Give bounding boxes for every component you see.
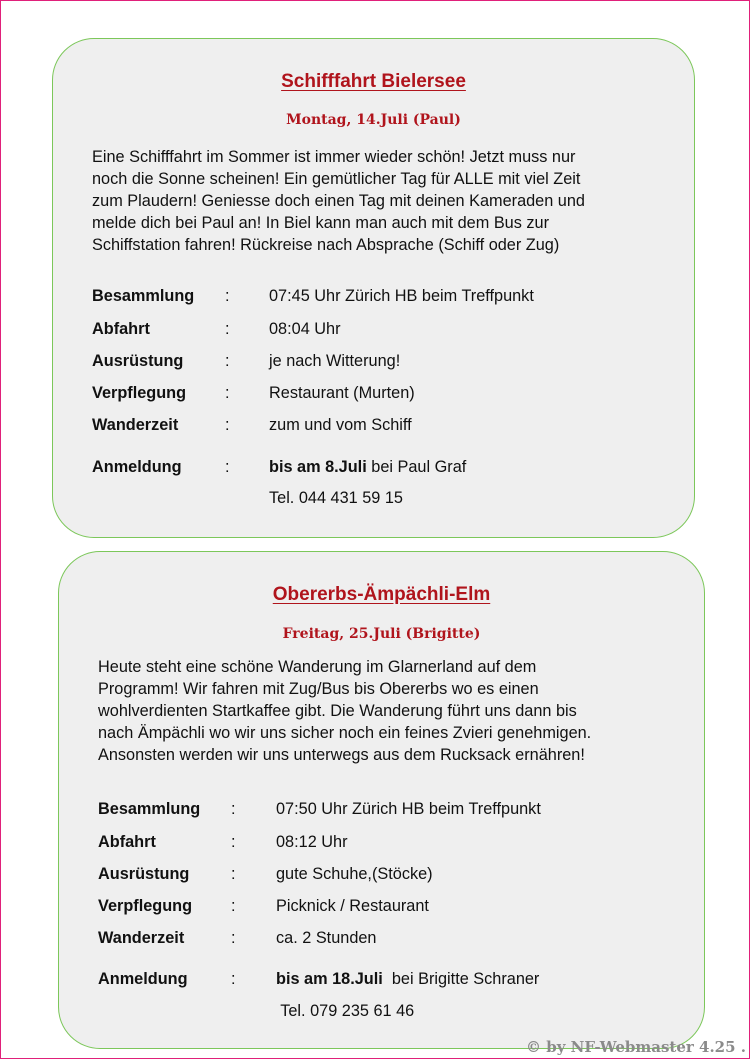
detail-separator: :	[225, 352, 230, 370]
detail-label: Ausrüstung	[92, 352, 184, 370]
detail-separator: :	[225, 416, 230, 434]
detail-separator: :	[225, 320, 230, 338]
detail-row	[53, 287, 694, 307]
detail-label: Verpflegung	[98, 897, 193, 915]
description-line: melde dich bei Paul an! In Biel kann man auch mit dem Bus zur	[92, 214, 550, 232]
detail-row	[59, 929, 704, 949]
detail-value: ca. 2 Stunden	[276, 929, 377, 947]
description-line: Schiffstation fahren! Rückreise nach Absprache (Schiff oder Zug)	[92, 236, 560, 254]
description-line: Programm! Wir fahren mit Zug/Bus bis Obererbs wo es einen	[98, 680, 539, 698]
detail-value: 08:04 Uhr	[269, 320, 341, 338]
registration-label: Anmeldung	[98, 970, 188, 988]
detail-label: Besammlung	[92, 287, 195, 305]
event-details	[53, 39, 694, 537]
detail-row	[59, 800, 704, 820]
event-card-1	[52, 38, 695, 538]
registration-value	[276, 970, 539, 989]
description-line: wohlverdienten Startkaffee gibt. Die Wanderung führt uns dann bis	[98, 702, 577, 720]
event-card-2	[58, 551, 705, 1049]
registration-label: Anmeldung	[92, 458, 182, 476]
detail-value: je nach Witterung!	[269, 352, 401, 370]
description-line: Ansonsten werden wir uns unterwegs aus dem Rucksack ernähren!	[98, 746, 585, 764]
detail-label: Abfahrt	[98, 833, 156, 851]
detail-value: Restaurant (Murten)	[269, 384, 415, 402]
event-title: Schifffahrt Bielersee	[281, 71, 466, 92]
registration-contact: bei Paul Graf	[366, 458, 467, 476]
detail-label: Ausrüstung	[98, 865, 190, 883]
registration-value	[269, 458, 466, 477]
detail-value: 08:12 Uhr	[276, 833, 348, 851]
detail-label: Besammlung	[98, 800, 201, 818]
registration-phone: Tel. 079 235 61 46	[276, 1002, 415, 1020]
registration-deadline: bis am 8.Juli	[269, 458, 367, 476]
detail-row	[59, 897, 704, 917]
event-details	[59, 552, 704, 1048]
description-line: noch die Sonne scheinen! Ein gemütlicher Tag für ALLE mit viel Zeit	[92, 170, 581, 188]
phone-row	[53, 489, 694, 509]
detail-label: Wanderzeit	[98, 929, 185, 947]
detail-label: Wanderzeit	[92, 416, 179, 434]
detail-value: gute Schuhe,(Stöcke)	[276, 865, 433, 883]
detail-row	[59, 833, 704, 853]
event-date: Freitag, 25.Juli (Brigitte)	[282, 626, 481, 642]
detail-separator: :	[225, 458, 230, 476]
detail-row	[59, 865, 704, 885]
detail-separator: :	[231, 970, 236, 988]
detail-value: 07:50 Uhr Zürich HB beim Treffpunkt	[276, 800, 541, 818]
detail-label: Verpflegung	[92, 384, 187, 402]
description-line: zum Plaudern! Geniesse doch einen Tag mit deinen Kameraden und	[92, 192, 585, 210]
detail-value: zum und vom Schiff	[269, 416, 412, 434]
registration-row	[59, 970, 704, 990]
event-title: Obererbs-Ämpächli-Elm	[272, 584, 491, 605]
detail-separator: :	[231, 897, 236, 915]
detail-row	[53, 352, 694, 372]
registration-phone: Tel. 044 431 59 15	[269, 489, 403, 507]
phone-row	[59, 1002, 704, 1022]
detail-label: Abfahrt	[92, 320, 150, 338]
detail-separator: :	[231, 833, 236, 851]
detail-row	[53, 416, 694, 436]
detail-separator: :	[231, 865, 236, 883]
detail-separator: :	[231, 800, 236, 818]
detail-separator: :	[225, 384, 230, 402]
registration-row	[53, 458, 694, 478]
detail-value: Picknick / Restaurant	[276, 897, 429, 915]
detail-value: 07:45 Uhr Zürich HB beim Treffpunkt	[269, 287, 534, 305]
description-line: nach Ämpächli wo wir uns sicher noch ein feines Zvieri genehmigen.	[98, 724, 592, 742]
registration-deadline: bis am 18.Juli	[276, 970, 383, 988]
registration-contact: bei Brigitte Schraner	[382, 970, 540, 988]
description-line: Eine Schifffahrt im Sommer ist immer wieder schön! Jetzt muss nur	[92, 148, 576, 166]
detail-separator: :	[225, 287, 230, 305]
detail-separator: :	[231, 929, 236, 947]
detail-row	[53, 384, 694, 404]
copyright-footer: © by NF-Webmaster 4.25 .	[525, 1038, 746, 1056]
event-date: Montag, 14.Juli (Paul)	[286, 112, 461, 128]
description-line: Heute steht eine schöne Wanderung im Glarnerland auf dem	[98, 658, 537, 676]
detail-row	[53, 320, 694, 340]
